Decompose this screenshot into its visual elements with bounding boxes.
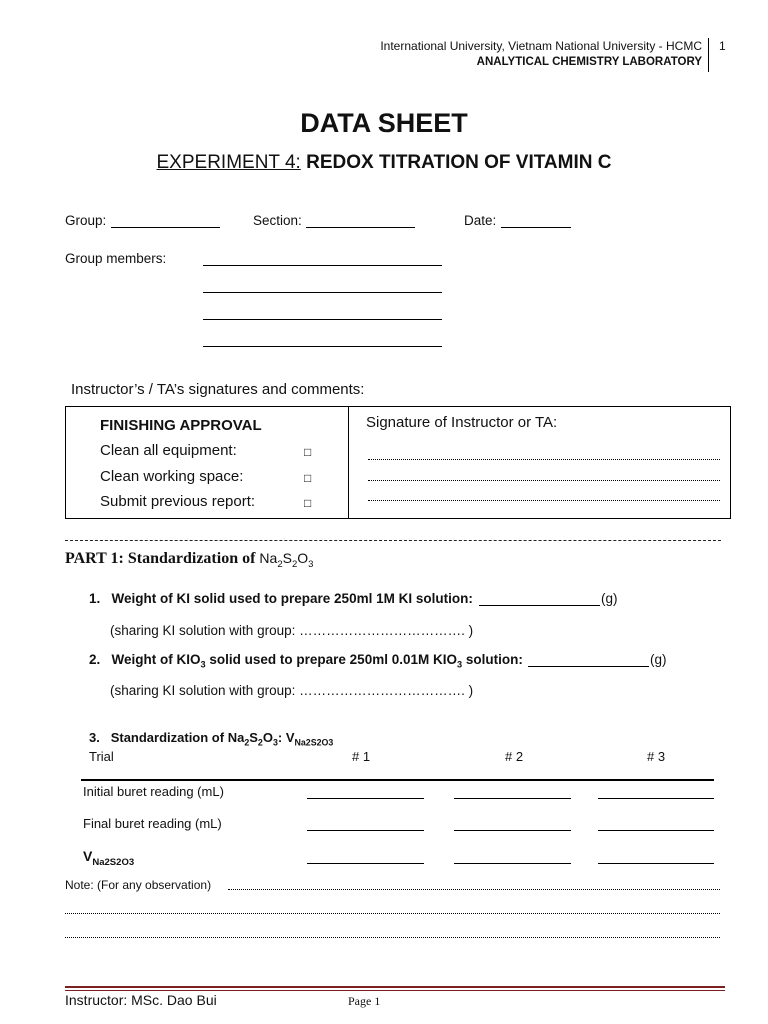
part1-title: [65, 550, 313, 568]
member-field[interactable]: [203, 346, 442, 347]
table-header-rule: [81, 779, 714, 781]
volume-trial-3[interactable]: [598, 863, 714, 864]
part1-compound: $Na_2S_2O_3$: [259, 550, 314, 570]
q2-unit: (g): [650, 652, 667, 667]
footer-page: Page 1: [348, 994, 381, 1008]
approval-title: FINISHING APPROVAL: [100, 417, 262, 434]
q1-unit: (g): [601, 591, 618, 606]
header-divider: [708, 38, 709, 72]
approval-box: [65, 406, 731, 519]
note-line[interactable]: [65, 937, 720, 938]
lab-name: ANALYTICAL CHEMISTRY LABORATORY: [476, 56, 702, 68]
final-reading-trial-2[interactable]: [454, 830, 571, 831]
group-field[interactable]: [111, 227, 220, 228]
footer-instructor: Instructor: MSc. Dao Bui: [65, 992, 217, 1008]
section-separator: [65, 540, 721, 541]
approval-item-report: Submit previous report:: [100, 493, 256, 510]
signatures-heading: Instructor’s / TA’s signatures and comments:: [71, 381, 365, 398]
q1-sharing-note: (sharing KI solution with group: ………………………………. ): [110, 623, 474, 638]
checkbox-report[interactable]: □: [304, 496, 312, 510]
note-line[interactable]: [65, 913, 720, 914]
final-reading-trial-3[interactable]: [598, 830, 714, 831]
approval-box-divider: [348, 407, 349, 518]
experiment-name: REDOX TITRATION OF VITAMIN C: [306, 152, 612, 173]
volume-trial-1[interactable]: [307, 863, 424, 864]
final-reading-trial-1[interactable]: [307, 830, 424, 831]
question-2: 2. Weight of $KIO_3$ solid used to prepare 250ml 0.01M $KIO_3$ solution:: [89, 652, 523, 670]
group-members-label: Group members:: [65, 251, 167, 266]
note-label: Note: (For any observation): [65, 878, 212, 892]
experiment-title: [0, 152, 768, 174]
ki-weight-field[interactable]: [479, 605, 600, 606]
page-title: DATA SHEET: [300, 108, 468, 138]
footer-rule: [65, 986, 725, 988]
kio3-weight-field[interactable]: [528, 666, 649, 667]
signature-line[interactable]: [368, 500, 720, 501]
volume-trial-2[interactable]: [454, 863, 571, 864]
initial-reading-trial-2[interactable]: [454, 798, 571, 799]
column-trial-3: # 3: [647, 749, 666, 764]
row-final-reading: Final buret reading (mL): [83, 816, 222, 831]
section-label: Section:: [253, 213, 302, 228]
row-volume: $V_{Na2S2O3}$: [83, 848, 135, 868]
signature-label: Signature of Instructor or TA:: [366, 414, 558, 431]
initial-reading-trial-1[interactable]: [307, 798, 424, 799]
signature-line[interactable]: [368, 480, 720, 481]
q2-sharing-note: (sharing KI solution with group: ………………………………. ): [110, 683, 474, 698]
date-label: Date:: [464, 213, 497, 228]
member-field[interactable]: [203, 292, 442, 293]
column-trial-2: # 2: [505, 749, 524, 764]
member-field[interactable]: [203, 319, 442, 320]
part1-title-text: PART 1: Standardization of: [65, 550, 256, 567]
experiment-label: EXPERIMENT 4:: [156, 152, 301, 173]
note-line[interactable]: [228, 889, 720, 890]
approval-item-workspace: Clean working space:: [100, 468, 244, 485]
university-name: International University, Vietnam National University - HCMC: [380, 39, 702, 53]
checkbox-workspace[interactable]: □: [304, 471, 312, 485]
section-field[interactable]: [306, 227, 415, 228]
date-field[interactable]: [501, 227, 571, 228]
initial-reading-trial-3[interactable]: [598, 798, 714, 799]
row-initial-reading: Initial buret reading (mL): [83, 784, 224, 799]
footer-rule-thin: [65, 990, 725, 991]
trial-label: Trial: [89, 749, 114, 764]
question-3: 3. Standardization of $Na_2S_2O_3$: $V_{Na2S2O3}$: [89, 730, 334, 748]
approval-item-equipment: Clean all equipment:: [100, 442, 237, 459]
group-label: Group:: [65, 213, 107, 228]
signature-line[interactable]: [368, 459, 720, 460]
header-page-number: 1: [719, 39, 726, 53]
column-trial-1: # 1: [352, 749, 371, 764]
question-1: 1. Weight of KI solid used to prepare 250ml 1M KI solution:: [89, 591, 473, 606]
member-field[interactable]: [203, 265, 442, 266]
checkbox-equipment[interactable]: □: [304, 445, 312, 459]
